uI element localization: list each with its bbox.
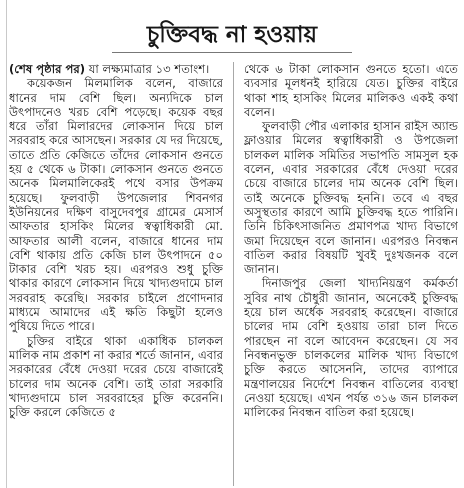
paragraph: চুক্তির বাইরে থাকা একাধিক চালকল মালিক নাম প্রকাশ না করার শর্তে জানান, এবার সরকারের বেঁধে দেওয়া দরের চেয়ে বাজারেই চালের দাম অনেক বেশি। তাই তারা সরকারি খাদ্যগুদামে চাল সরবরাহের চুক্তি করেননি। চুক্তি করলে কেজিতে ৫ [9,333,223,420]
paragraph-text: যা লক্ষ্যমাত্রার ১৩ শতাংশ। [88,62,210,76]
article-column-right [244,62,458,486]
article-column-left [9,62,223,486]
paragraph [9,62,223,76]
adjacent-column-edge [0,0,7,488]
headline-divider [112,52,352,53]
paragraph: দিনাজপুর জেলা খাদ্যনিয়ন্ত্রণ কর্মকর্তা সুবির নাথ চৌধুরী জানান, অনেকেই চুক্তিবদ্ধ হয়ে চাল অর্ধেক সরবরাহ করেছেন। বাজারে চালের দাম বেশি হওয়ায় তারা চাল দিতে পারছেন না বলে আবেদন করেছেন। যে সব নিবন্ধনভুক্ত চালকলের মালিক খাদ্য বিভাগে চুক্তি করতে আসেননি, তাদের ব্যাপারে মন্ত্রণালয়ের নির্দেশে নিবন্ধন বাতিলের ব্যবস্থা নেওয়া হয়েছে। এখন পর্যন্ত ৩১৬ জন চালকল মালিকের নিবন্ধন বাতিল করা হয়েছে। [244,276,458,420]
continuation-label: (শেষ পৃষ্ঠার পর) [9,62,86,76]
article-headline: চুক্তিবদ্ধ না হওয়ায় [146,22,318,48]
paragraph: কয়েকজন মিলমালিক বলেন, বাজারে ধানের দাম বেশি ছিল। অন্যদিকে চাল উৎপাদনেও খরচ বেশি পড়েছে। কয়েক বছর ধরে তাঁরা মিলারদের লোকসান দিয়ে চাল সরবরাহ করে আসছেন। সরকার যে দর দিয়েছে, তাতে প্রতি কেজিতে তাঁদের লোকসান গুনতে হয় ৫ থেকে ৬ টাকা। লোকসান গুনতে গুনতে অনেক মিলমালিকেরই পথে বসার উপক্রম হয়েছে। ফুলবাড়ী উপজেলার শিবনগর ইউনিয়নের দক্ষিণ বাসুদেবপুর গ্রামের মেসার্স আফতার হাসকিং মিলের স্বত্বাধিকারী মো. আফতার আলী বলেন, বাজারে ধানের দাম বেশি থাকায় প্রতি কেজি চাল উৎপাদনে ৫০ টাকার বেশি খরচ হয়। এরপরও শুধু চুক্তি থাকার কারণে লোকসান দিয়ে খাদ্যগুদামে চাল সরবরাহ করেছি। সরকার চাইলে প্রণোদনার মাধ্যমে আমাদের এই ক্ষতি কিছুটা হলেও পুষিয়ে দিতে পারে। [9,76,223,334]
column-divider [233,62,234,486]
paragraph: ফুলবাড়ী পৌর এলাকার হাসান রাইস অ্যান্ড ফ্লাওয়ার মিলের স্বত্বাধিকারী ও উপজেলা চালকল মালিক সমিতির সভাপতি সামসুল হক বলেন, এবার সরকারের বেঁধে দেওয়া দরের চেয়ে বাজারে চালের দাম অনেক বেশি ছিল। তাই অনেকে চুক্তিবদ্ধ হননি। তবে এ বছর অসুস্থতার কারণে আমি চুক্তিবদ্ধ হতে পারিনি। তিনি চিকিৎসাজনিত প্রমাণপত্র খাদ্য বিভাগে জমা দিয়েছেন বলে জানান। এরপরও নিবন্ধন বাতিল করার বিষয়টি খুবই দুঃখজনক বলে জানান। [244,119,458,277]
paragraph: থেকে ৬ টাকা লোকসান গুনতে হতো। এতে ব্যবসার মূলধনই হারিয়ে যেত। চুক্তির বাইরে থাকা শাহ হাসকিং মিলের মালিকও একই কথা বলেন। [244,62,458,119]
